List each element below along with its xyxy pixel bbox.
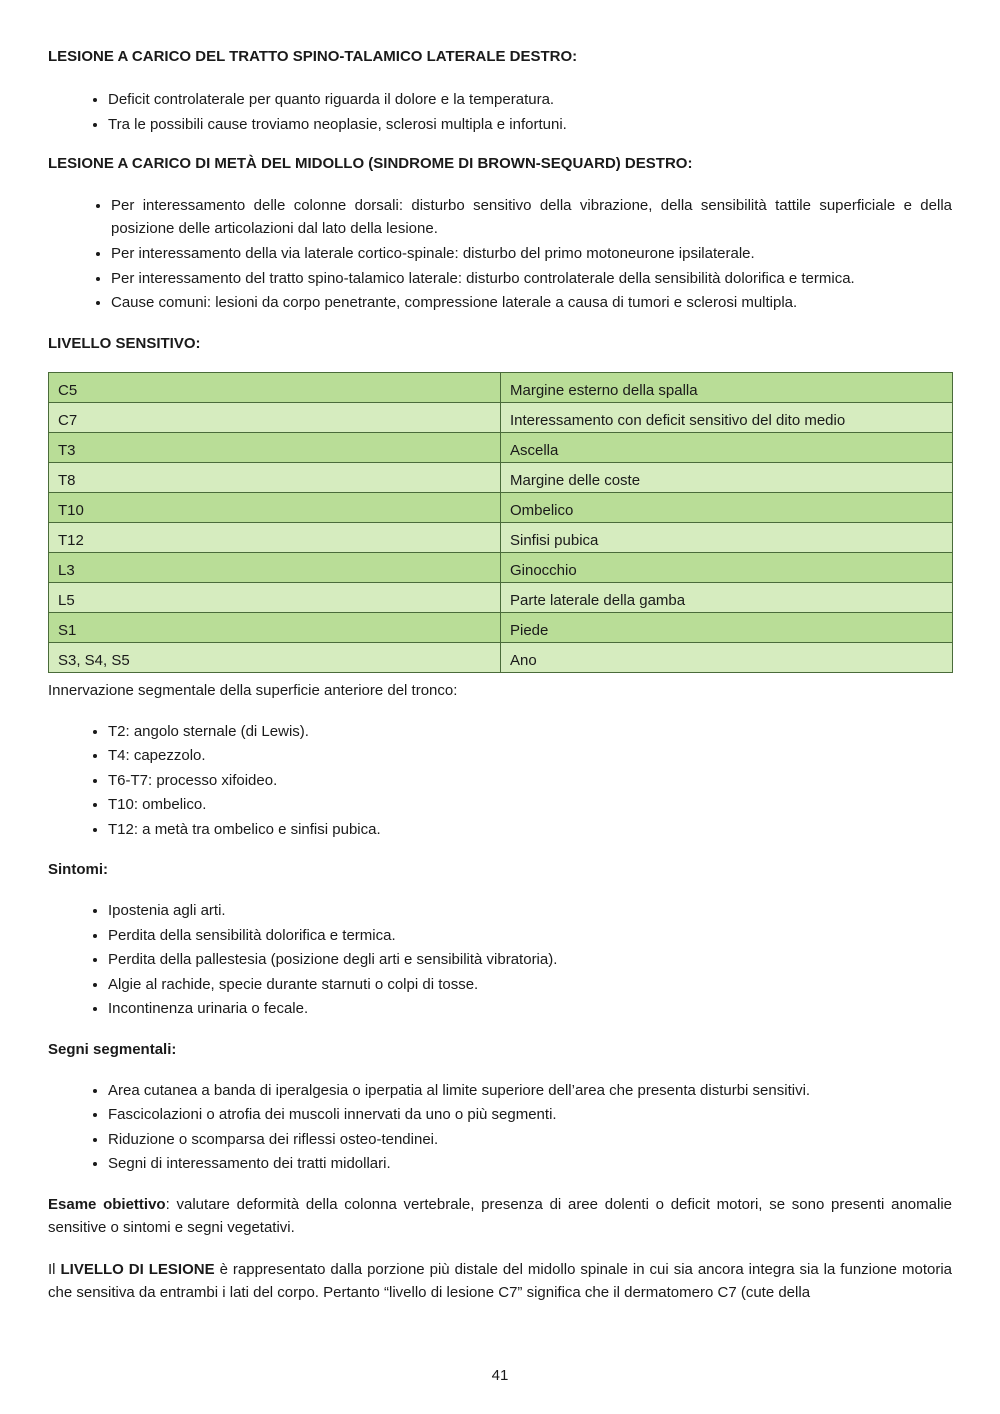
section-heading-spinothalamic: LESIONE A CARICO DEL TRATTO SPINO-TALAMICO LATERALE DESTRO: bbox=[48, 48, 578, 65]
symptoms-list bbox=[48, 899, 952, 1022]
list-item: • Cause comuni: lesioni da corpo penetrante, compressione laterale a causa di tumori e sclerosi multipla. bbox=[111, 291, 952, 316]
trunk-innervation-list bbox=[48, 720, 952, 843]
table-row bbox=[49, 372, 953, 402]
table-row bbox=[49, 522, 953, 552]
segmental-signs-list bbox=[48, 1079, 952, 1177]
trunk-innervation-intro: Innervazione segmentale della superficie anteriore del tronco: bbox=[48, 681, 458, 699]
list-item: • T6-T7: processo xifoideo. bbox=[108, 769, 952, 794]
list-item: • T4: capezzolo. bbox=[108, 744, 952, 769]
lesion-level-label: LIVELLO DI LESIONE bbox=[60, 1260, 215, 1278]
section-heading-segmental-signs: Segni segmentali: bbox=[48, 1040, 177, 1058]
list-item: • Segni di interessamento dei tratti midollari. bbox=[108, 1152, 952, 1177]
table-row bbox=[49, 432, 953, 462]
list-item: • T2: angolo sternale (di Lewis). bbox=[108, 720, 952, 745]
list-item: • Tra le possibili cause troviamo neoplasie, sclerosi multipla e infortuni. bbox=[108, 113, 952, 138]
table-cell-area: Sinfisi pubica bbox=[501, 522, 953, 552]
table-cell-segment: T10 bbox=[49, 492, 501, 522]
list-item: • Ipostenia agli arti. bbox=[108, 899, 952, 924]
table-cell-segment: C5 bbox=[49, 372, 501, 402]
table-row bbox=[49, 552, 953, 582]
physical-exam-paragraph bbox=[48, 1193, 952, 1239]
table-cell-segment: L5 bbox=[49, 582, 501, 612]
list-item: • Perdita della sensibilità dolorifica e termica. bbox=[108, 924, 952, 949]
table-cell-area: Ginocchio bbox=[501, 552, 953, 582]
document-page bbox=[48, 45, 952, 1304]
table-cell-area: Ombelico bbox=[501, 492, 953, 522]
table-row bbox=[49, 612, 953, 642]
table-row bbox=[49, 462, 953, 492]
spinothalamic-list bbox=[48, 88, 952, 137]
list-item: • Deficit controlaterale per quanto riguarda il dolore e la temperatura. bbox=[108, 88, 952, 113]
list-item: • T12: a metà tra ombelico e sinfisi pubica. bbox=[108, 818, 952, 843]
table-cell-segment: T3 bbox=[49, 432, 501, 462]
page-number: 41 bbox=[491, 1367, 509, 1384]
lesion-level-prefix: Il bbox=[48, 1260, 61, 1278]
list-item: • Per interessamento delle colonne dorsali: disturbo sensitivo della vibrazione, della sensibilità tattile superficiale e della posizione delle articolazioni dal lato della lesione. bbox=[111, 194, 952, 240]
table-cell-area: Margine esterno della spalla bbox=[501, 372, 953, 402]
table-cell-segment: S1 bbox=[49, 612, 501, 642]
table-cell-area: Ano bbox=[501, 642, 953, 672]
list-item: • Fascicolazioni o atrofia dei muscoli innervati da uno o più segmenti. bbox=[108, 1103, 952, 1128]
table-row bbox=[49, 642, 953, 672]
brown-sequard-list bbox=[48, 194, 952, 316]
table-cell-area: Interessamento con deficit sensitivo del dito medio bbox=[501, 402, 953, 432]
lesion-level-paragraph bbox=[48, 1258, 952, 1304]
list-item: • Algie al rachide, specie durante starnuti o colpi di tosse. bbox=[108, 973, 952, 998]
sensory-level-table bbox=[48, 372, 953, 673]
list-item: • Per interessamento del tratto spino-talamico laterale: disturbo controlaterale della sensibilità dolorifica e termica. bbox=[111, 267, 952, 292]
table-cell-segment: L3 bbox=[49, 552, 501, 582]
table-cell-segment: S3, S4, S5 bbox=[49, 642, 501, 672]
table-cell-area: Piede bbox=[501, 612, 953, 642]
table-cell-area: Parte laterale della gamba bbox=[501, 582, 953, 612]
section-heading-symptoms: Sintomi: bbox=[48, 861, 108, 878]
list-item: • Area cutanea a banda di iperalgesia o iperpatia al limite superiore dell’area che presenta disturbi sensitivi. bbox=[108, 1079, 952, 1104]
table-cell-segment: T8 bbox=[49, 462, 501, 492]
table-cell-area: Margine delle coste bbox=[501, 462, 953, 492]
physical-exam-text: : valutare deformità della colonna vertebrale, presenza di aree dolenti o deficit motori, se sono presenti anomalie sensitive o sintomi e segni vegetativi. bbox=[48, 1195, 952, 1236]
lesion-level-text: è rappresentato dalla porzione più distale del midollo spinale in cui sia ancora integra sia la funzione motoria che sensitiva da entrambi i lati del corpo. Pertanto “livello di lesione C7” significa che il dermatomero C7 (cute della bbox=[48, 1260, 953, 1301]
section-heading-sensory-level: LIVELLO SENSITIVO: bbox=[48, 334, 201, 352]
list-item: • Per interessamento della via laterale cortico-spinale: disturbo del primo motoneurone ipsilaterale. bbox=[111, 242, 952, 267]
list-item: • Perdita della pallestesia (posizione degli arti e sensibilità vibratoria). bbox=[108, 948, 952, 973]
physical-exam-label: Esame obiettivo bbox=[48, 1195, 166, 1213]
table-row bbox=[49, 582, 953, 612]
list-item: • T10: ombelico. bbox=[108, 793, 952, 818]
list-item: • Riduzione o scomparsa dei riflessi osteo-tendinei. bbox=[108, 1128, 952, 1153]
table-row bbox=[49, 492, 953, 522]
table-cell-segment: T12 bbox=[49, 522, 501, 552]
table-cell-segment: C7 bbox=[49, 402, 501, 432]
section-heading-brown-sequard: LESIONE A CARICO DI METÀ DEL MIDOLLO (SINDROME DI BROWN-SEQUARD) DESTRO: bbox=[48, 155, 693, 172]
table-row bbox=[49, 402, 953, 432]
list-item: • Incontinenza urinaria o fecale. bbox=[108, 997, 952, 1022]
table-cell-area: Ascella bbox=[501, 432, 953, 462]
